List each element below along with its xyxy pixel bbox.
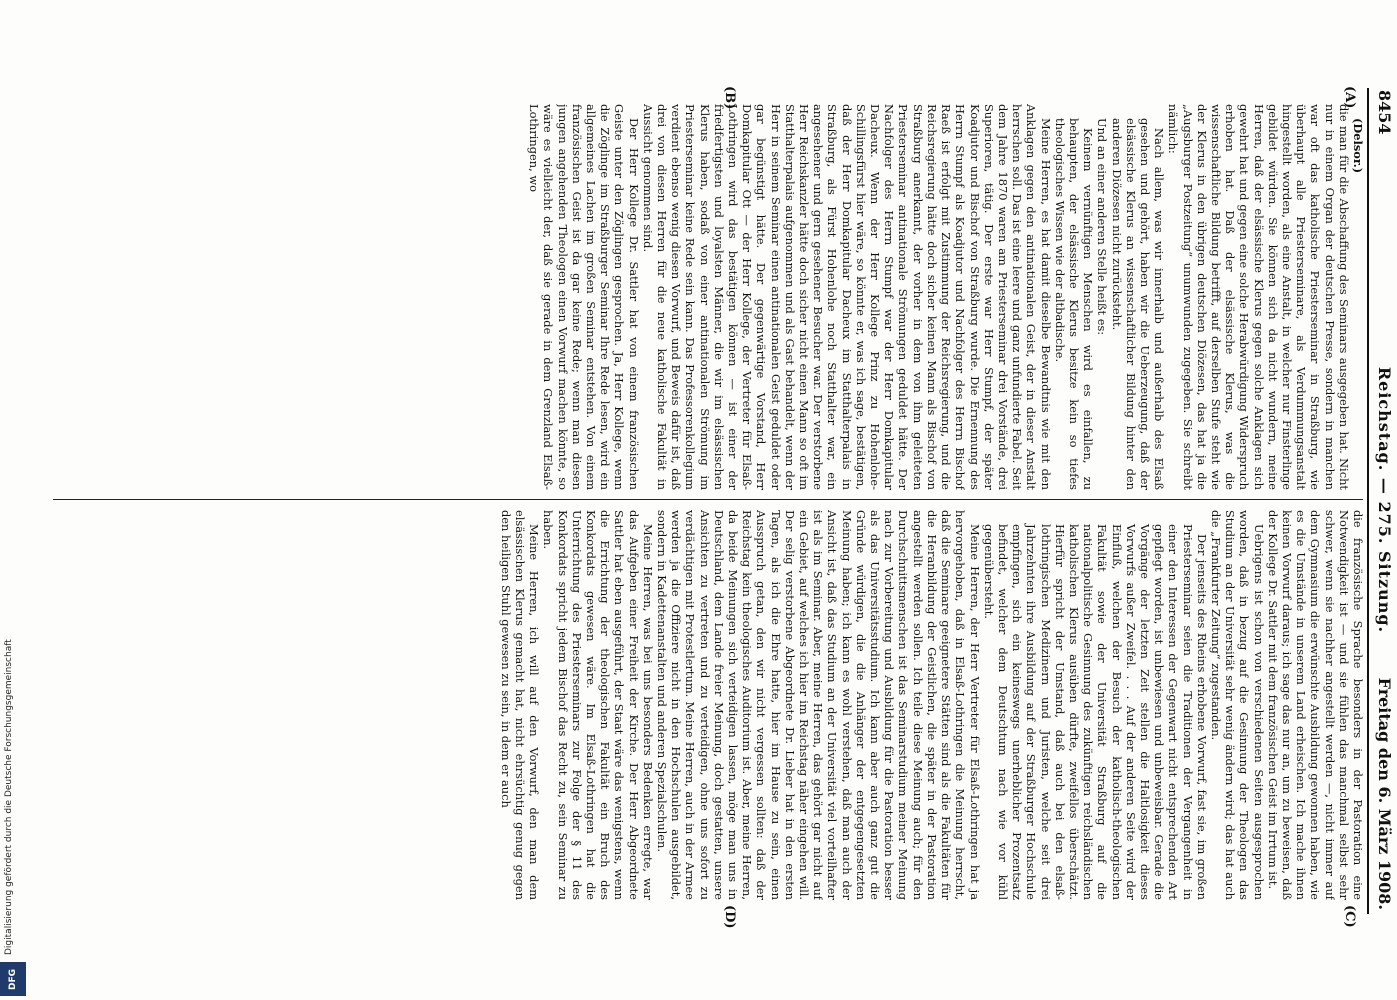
paragraph: Und an einer anderen Stelle heißt es: bbox=[1095, 118, 1110, 336]
header-rule bbox=[1367, 88, 1369, 914]
paragraph: Meine Herren, der Herr Vertreter für Elsaß-Lothringen hat ja hervorgehoben, daß in Elsaß-Lothringen die Meinung herrscht, daß die Seminare geeignetere Stätten sind als die Fakultäten für die Heranbildung der Geistlichen, die später in der Pastoration angestellt werden sollen. Ich teile diese Meinung auch; für den Durchschnittsmenschen ist das Seminarstudium meiner Meinung nach zur Vorbereitung und Ausbildung für die Pastoration besser als das Universitätsstudium. Ich kann aber auch ganz gut die Gründe würdigen, die die Anhänger der entgegengesetzten Meinung haben; ich kann es wohl verstehen, daß man auch der Ansicht ist, daß das Studium an der Universität viel vorteilhafter ist als im Seminar. Aber, meine Herren, das gehört gar nicht auf ein Gebiet, auf welches ich hier im Reichstag näher eingehen will. Der selig verstorbene Abgeordnete Dr. Lieber hat in den ersten Tagen, als ich die Ehre hatte, hier im Hause zu sein, einen Ausspruch getan, den wir nicht vergessen sollten: daß der Reichstag kein theologisches Auditorium ist. Aber, meine Herren, da beide Meinungen sich verteidigen lassen, möge man uns in Deutschland, dem Lande freier Meinung, doch gestatten, unsere Ansichten zu vertreten und zu verteidigen, ohne uns sofort zu verdächtigen mit Protestlertum. Meine Herren, auch in der Armee werden ja die Offiziere nicht in den Hochschulen ausgebildet, sondern in Kadettenanstalten und anderen Spezialschulen. bbox=[655, 510, 982, 900]
quotation: Keinem vernünftigen Menschen wird es einfallen, zu behaupten, der elsässische Klerus besitze kein so tiefes theologisches Wissen wie der altbadische. bbox=[1052, 118, 1096, 490]
session-date: Freitag den 6. März 1908. bbox=[1375, 677, 1394, 910]
page-title: Reichstag. — 275. Sitzung. bbox=[1375, 366, 1394, 634]
digitization-credit: Digitalisierung gefördert durch die Deutsche Forschungsgemeinschaft bbox=[4, 639, 14, 955]
speaker-name: (Delsor.) bbox=[1351, 118, 1365, 174]
paragraph: die französische Sprache besonders in der Pastoration eine Notwendigkeit ist — und sie fühlen das manchmal selbst sehr schwer, wenn sie nachher angestellt werden —, nicht immer auf dem Gymnasium die erwünschte Ausbildung gewonnen haben, wie es die Umstände in unserem Land erheischen. Ich mache ihnen keinen Vorwurf daraus; ich sage das nur an, um zu beweisen, daß der Kollege Dr. Sattler mit dem französischen Geist im Irrtum ist. bbox=[1265, 510, 1365, 900]
margin-marker-c: (C) bbox=[1342, 905, 1357, 928]
dfg-logo: DFG bbox=[0, 962, 26, 996]
paragraph: Der Herr Kollege Dr. Sattler hat von einem französischen Geiste unter den Zöglingen gesprochen. Ja, Herr Kollege, wenn die Zöglinge im Straßburger Seminar Ihre Rede lesen, wird ein allgemeines Lachen im großen Seminar entstehen. Von einem französischen Geist ist da gar keine Rede; wenn man diesen jungen angehenden Theologen einen Vorwurf machen könnte, so wäre es vielleicht der, daß sie gerade in dem Grenzland Elsaß-Lothringen, wo bbox=[527, 104, 641, 490]
quotation: Der jenseits des Rheins erhobene Vorwurf, fast sie, im großen Priesterseminar seien die Traditionen der Vergangenheit in einer den Interessen der Gegenwart nicht entsprechenden Art gepflegt worden, ist unbewiesen und unbeweisbar. Gerade die Vorgänge der letzten Zeit stellen die Haltlosigkeit dieses Vorwurfs außer Zweifel. . . . Auf der anderen Seite wird der Einfluß, welchen der Besuch der katholisch-theologischen Fakultät sowie der Universität Straßburg auf die nationalpolitische Gesinnung des zukünftigen reichsländischen katholischen Klerus ausüben dürfte, zweifellos überschätzt. Hierfür spricht der Umstand, daß auch bei den elsaß-lothringischen Medizinern und Juristen, welche seit drei Jahrzehnten ihre Ausbildung auf der Straßburger Hochschule empfingen, sich ein keineswegs unerheblicher Prozentsatz befindet, welcher dem Deutschtum nach wie vor kühl gegenübersteht. bbox=[981, 524, 1209, 900]
margin-marker-b: (B) bbox=[722, 86, 737, 110]
column-divider bbox=[53, 499, 1363, 500]
page-header bbox=[1370, 90, 1394, 910]
paragraph: Meine Herren, ich will auf den Vorwurf, den man dem elsässischen Klerus gemacht hat, nicht ehrsüchtig genug gegen den heiligen Stuhl gewesen zu sein, in dem er auch bbox=[498, 510, 542, 900]
quotation: Nach allem, was wir innerhalb und außerhalb des Elsaß gesehen und gehört, haben wir die Ueberzeugung, daß der elsässische Klerus an wissenschaftlicher Bildung hinter den anderen Diözesen nicht zurücksteht. bbox=[1109, 118, 1167, 490]
paragraph: Meine Herren, was bei uns besonders Bedenken erregte, war das Aufgeben einer Freiheit der Kirche. Der Herr Abgeordnete Sattler hat eben ausgeführt, der Staat wäre das wenigstens, wenn die Errichtung der theologischen Fakultät ein Bruch des Konkordats gewesen wäre. Im Elsaß-Lothringen hat die Unterrichtung des Priesterseminars zur Folge der § 11 des Konkordats spricht jedem Bischof das Recht zu, sein Seminar zu haben. bbox=[541, 510, 655, 900]
paragraph: Uebrigens ist schon von verschiedenen Seiten ausgesprochen worden, daß in bezug auf die Gesinnung der Theologen das Studium an der Universität sehr wenig ändern wird; das hat auch die „Frankfurter Zeitung“ zugestanden. bbox=[1208, 510, 1266, 900]
left-column bbox=[53, 104, 1365, 490]
page-number: 8454 bbox=[1375, 90, 1394, 135]
paragraph: die man für die Abschaffung des Seminars ausgegeben hat. Nicht nur in einem Organ der deutschen Presse, sondern in manchen war oft das katholische Priesterseminar in Straßburg, wie überhaupt alle Priesterseminare, als Verdummungsanstalt hingestellt worden, als eine Anstalt, in welcher nur Finsterlinge gebildet würden. Sie können sich da nicht wundern, meine Herren, daß der elsässische Klerus gegen solche Anklagen sich gewehrt hat und gegen eine solche Herabwürdigung Widerspruch erhoben hat. Daß der elsässische Klerus, was die wissenschaftliche Bildung betrifft, auf derselben Stufe steht wie der Klerus in den übrigen deutschen Diözesen, das hat ja die „Augsburger Postzeitung“ unumwunden zugegeben. Sie schreibt nämlich: bbox=[1166, 104, 1351, 490]
paragraph: Meine Herren, es hat damit dieselbe Bewandtnis wie mit den Anklagen gegen den antinationalen Geist, der in dieser Anstalt herrschen soll. Das ist eine leere und ganz unfundierte Fabel. Seit dem Jahre 1870 waren am Priesterseminar drei Vorstände, drei Superioren, tätig. Der erste war Herr Stumpf, der später Koadjutor und Bischof von Straßburg wurde. Die Ernennung des Herrn Stumpf als Koadjutor und Nachfolger des Herrn Bischof Raeß ist erfolgt mit Zustimmung der Reichsregierung, und die Reichsregierung hätte doch sicher keinen Mann als Bischof von Straßburg anerkannt, der vorher in dem von ihm geleiteten Priesterseminar antinationale Strömungen geduldet hätte. Der Nachfolger des Herrn Stumpf war der Herr Domkapitular Dacheux. Wenn der Herr Kollege Prinz zu Hohenlohe-Schillingsfürst hier wäre, so könnte er, was ich sage, bestätigen, daß der Herr Domkapitular Dacheux im Statthalterpalais in Straßburg, als Fürst Hohenlohe noch Statthalter war, ein angesehener und gern gesehener Besucher war. Der verstorbene Herr Reichskanzler hätte doch sicher nicht einen Mann so oft im Statthalterpalais aufgenommen und als Gast behandelt, wenn der Herr in seinem Seminar einen antinationalen Geist geduldet oder gar begünstigt hätte. Der gegenwärtige Vorstand, Herr Domkapitular Ott — der Herr Kollege, der Vertreter für Elsaß-Lothringen wird das bestätigen können — ist einer der friedfertigsten und loyalsten Männer, die wir im elsässischen Klerus haben, sodaß von einer antinationalen Strömung im Priesterseminar keine Rede sein kann. Das Professorenkollegium verdient ebenso wenig diesen Vorwurf, und Beweis dafür ist, daß drei von diesen Herren für die neue katholische Fakultät in Aussicht genommen sind. bbox=[640, 104, 1053, 490]
margin-marker-d: (D) bbox=[722, 905, 737, 929]
margin-marker-a: (A) bbox=[1342, 86, 1357, 109]
right-column bbox=[53, 510, 1365, 900]
